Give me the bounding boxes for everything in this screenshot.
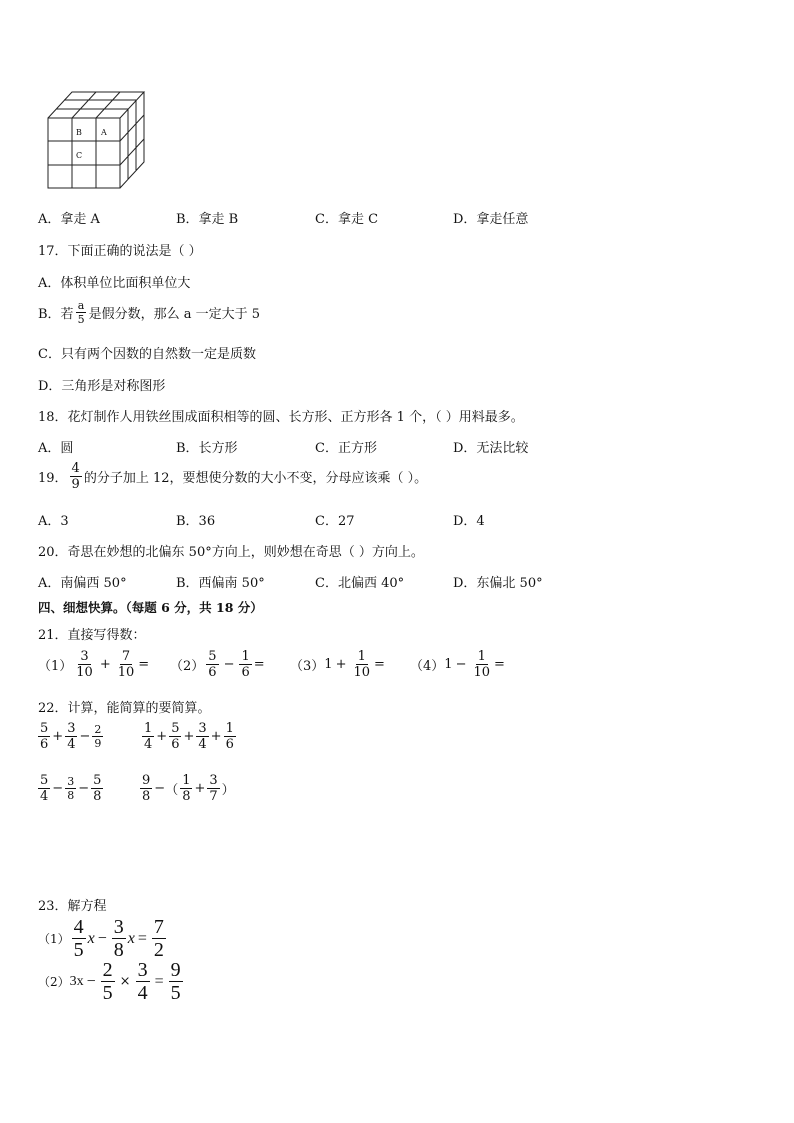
fraction <box>38 722 50 751</box>
plus-sign: + <box>335 657 347 672</box>
q21-item-4 <box>410 650 505 679</box>
variable-x: x <box>127 929 135 947</box>
q23-eq1-label: （1） <box>38 932 70 946</box>
fraction <box>152 917 166 960</box>
right-paren: ） <box>221 783 235 798</box>
q17-option-b-fraction <box>76 300 87 325</box>
numerator: 5 <box>171 721 180 736</box>
fraction <box>65 722 77 751</box>
equals-sign: = <box>137 929 147 947</box>
fraction <box>169 722 181 751</box>
numerator: 1 <box>241 649 250 664</box>
q17-option-b-numerator: a <box>77 299 85 312</box>
plus-sign: + <box>210 729 222 744</box>
plus-sign: + <box>52 729 64 744</box>
q17-option-c: C．只有两个因数的自然数一定是质数 <box>38 347 256 362</box>
equals-sign: = <box>494 657 505 672</box>
q21-item-1-label: （1） <box>38 659 73 674</box>
q21-item-2-frac-a <box>206 650 218 679</box>
equals-sign: = <box>374 657 385 672</box>
minus-sign: − <box>79 729 91 744</box>
q21-item-1 <box>38 650 149 679</box>
q22-stem: 22．计算，能简算的要简算。 <box>38 701 211 716</box>
denominator: 6 <box>225 737 234 752</box>
denominator: 10 <box>76 665 93 680</box>
term-3x: 3x <box>69 973 84 989</box>
q19-option-c: C．27 <box>315 514 355 529</box>
q18-option-a: A．圆 <box>38 441 74 456</box>
fraction <box>207 774 219 803</box>
q21-item-2-frac-b <box>239 650 251 679</box>
denominator: 8 <box>93 789 102 804</box>
numerator: 5 <box>40 773 49 788</box>
numerator: 9 <box>170 959 181 981</box>
q23-stem: 23．解方程 <box>38 899 107 914</box>
minus-sign: − <box>97 929 107 947</box>
denominator: 5 <box>102 982 113 1004</box>
q21-item-4-frac <box>471 650 492 679</box>
minus-sign: − <box>154 781 166 796</box>
cube-label-c: C <box>76 151 83 160</box>
denominator: 4 <box>198 737 207 752</box>
q18-option-d: D．无法比较 <box>453 441 529 456</box>
q16-option-d: D．拿走任意 <box>453 212 529 227</box>
numerator: 2 <box>94 723 102 736</box>
numerator: 1 <box>477 649 486 664</box>
equals-sign: = <box>253 657 265 672</box>
fraction <box>180 774 192 803</box>
q22-expression-1 <box>36 722 105 751</box>
plus-sign: + <box>194 781 206 796</box>
denominator: 4 <box>67 737 76 752</box>
q21-item-1-frac-a <box>74 650 95 679</box>
denominator: 9 <box>94 737 102 750</box>
q19-fraction <box>70 462 82 491</box>
minus-sign: − <box>52 781 64 796</box>
numerator: 1 <box>182 773 191 788</box>
q23-eq2-label: （2） <box>38 975 70 989</box>
fraction <box>169 960 183 1003</box>
denominator: 4 <box>144 737 153 752</box>
q21-stem: 21．直接写得数： <box>38 628 146 643</box>
q20-option-d: D．东偏北 50° <box>453 576 543 591</box>
q16-option-a: A．拿走 A <box>38 212 100 227</box>
numerator: 3 <box>80 649 89 664</box>
numerator: 5 <box>93 773 102 788</box>
q21-item-2-label: （2） <box>170 659 205 674</box>
denominator: 2 <box>153 939 164 961</box>
cube-figure <box>40 88 152 192</box>
q17-option-b-prefix: B．若 <box>38 307 74 322</box>
q18-stem: 18．花灯制作人用铁丝围成面积相等的圆、长方形、正方形各 1 个，（ ）用料最多。 <box>38 410 524 425</box>
minus-sign: − <box>86 972 96 990</box>
variable-x: x <box>87 929 95 947</box>
fraction <box>136 960 150 1003</box>
minus-sign: − <box>223 657 235 672</box>
numerator: 3 <box>209 773 218 788</box>
denominator: 6 <box>241 665 250 680</box>
plus-sign: + <box>183 729 195 744</box>
q21-item-3-frac <box>351 650 372 679</box>
denominator: 4 <box>137 982 148 1004</box>
equals-sign: = <box>154 972 164 990</box>
denominator: 8 <box>67 789 75 802</box>
denominator: 5 <box>170 982 181 1004</box>
q20-option-b: B．西偏南 50° <box>176 576 265 591</box>
numerator: 3 <box>198 721 207 736</box>
denominator: 10 <box>473 665 491 680</box>
fraction <box>91 774 103 803</box>
denominator: 4 <box>40 789 49 804</box>
q19-option-d: D．4 <box>453 514 485 529</box>
q19-prefix: 19． <box>38 471 68 486</box>
fraction <box>92 724 103 749</box>
times-sign: × <box>119 974 131 989</box>
fraction <box>112 917 126 960</box>
denominator: 10 <box>117 665 135 680</box>
fraction <box>72 917 86 960</box>
numerator: 1 <box>357 649 366 664</box>
denominator: 5 <box>73 939 84 961</box>
q17-option-b <box>38 300 260 325</box>
q22-expression-4 <box>138 774 235 803</box>
q19-numerator: 4 <box>71 461 80 476</box>
numerator: 4 <box>73 916 84 938</box>
whole-number: 1 <box>324 657 333 672</box>
q17-stem: 17．下面正确的说法是（ ） <box>38 244 202 259</box>
q18-option-c: C．正方形 <box>315 441 377 456</box>
q22-expression-3 <box>36 774 105 803</box>
denominator: 6 <box>171 737 180 752</box>
denominator: 7 <box>209 789 218 804</box>
numerator: 3 <box>137 959 148 981</box>
q21-item-3-label: （3） <box>290 659 325 674</box>
numerator: 1 <box>225 721 234 736</box>
q23-equation-2 <box>38 960 185 1003</box>
plus-sign: + <box>156 729 168 744</box>
q17-option-b-suffix: 是假分数，那么 a 一定大于 5 <box>88 307 260 322</box>
q19-suffix: 的分子加上 12，要想使分数的大小不变，分母应该乘（ ）。 <box>83 471 428 486</box>
numerator: 7 <box>121 649 131 664</box>
q19-option-b: B．36 <box>176 514 216 529</box>
numerator: 7 <box>153 916 164 938</box>
q20-option-c: C．北偏西 40° <box>315 576 405 591</box>
denominator: 6 <box>40 737 49 752</box>
numerator: 9 <box>142 773 151 788</box>
cube-label-a: A <box>101 128 107 137</box>
fraction <box>101 960 115 1003</box>
minus-sign: − <box>455 657 467 672</box>
left-paren: （ <box>165 783 179 798</box>
q19-stem <box>38 462 427 491</box>
q16-option-c: C．拿走 C <box>315 212 379 227</box>
fraction <box>140 774 152 803</box>
q16-option-b: B．拿走 B <box>176 212 239 227</box>
q17-option-d: D．三角形是对称图形 <box>38 379 166 394</box>
denominator: 8 <box>113 939 124 961</box>
fraction <box>224 722 236 751</box>
q20-option-a: A．南偏西 50° <box>38 576 127 591</box>
numerator: 5 <box>208 649 217 664</box>
denominator: 10 <box>353 665 371 680</box>
numerator: 3 <box>67 775 75 788</box>
q23-equation-1 <box>38 917 168 960</box>
equals-sign: = <box>138 657 150 672</box>
fraction <box>142 722 154 751</box>
fraction <box>65 776 76 801</box>
q21-item-3 <box>290 650 385 679</box>
q21-item-4-label: （4） <box>410 659 445 674</box>
q20-stem: 20．奇思在妙想的北偏东 50°方向上，则妙想在奇思（ ）方向上。 <box>38 545 424 560</box>
numerator: 5 <box>40 721 49 736</box>
q19-option-a: A．3 <box>38 514 69 529</box>
minus-sign: − <box>78 781 90 796</box>
q19-denominator: 9 <box>71 477 80 492</box>
numerator: 2 <box>102 959 113 981</box>
numerator: 3 <box>113 916 124 938</box>
q22-expression-2 <box>140 722 238 751</box>
section-4-title: 四、细想快算。（每题 6 分，共 18 分） <box>38 600 263 615</box>
q21-item-2 <box>170 650 265 679</box>
denominator: 6 <box>208 665 217 680</box>
cube-label-b: B <box>76 128 82 137</box>
denominator: 8 <box>182 789 191 804</box>
plus-sign: + <box>99 657 111 672</box>
q17-option-b-denominator: 5 <box>77 313 85 326</box>
numerator: 3 <box>67 721 76 736</box>
q17-option-a: A．体积单位比面积单位大 <box>38 276 191 291</box>
numerator: 1 <box>144 721 153 736</box>
fraction <box>38 774 50 803</box>
q18-option-b: B．长方形 <box>176 441 238 456</box>
denominator: 8 <box>142 789 151 804</box>
fraction <box>196 722 208 751</box>
q21-item-1-frac-b <box>116 650 137 679</box>
whole-number: 1 <box>444 657 453 672</box>
